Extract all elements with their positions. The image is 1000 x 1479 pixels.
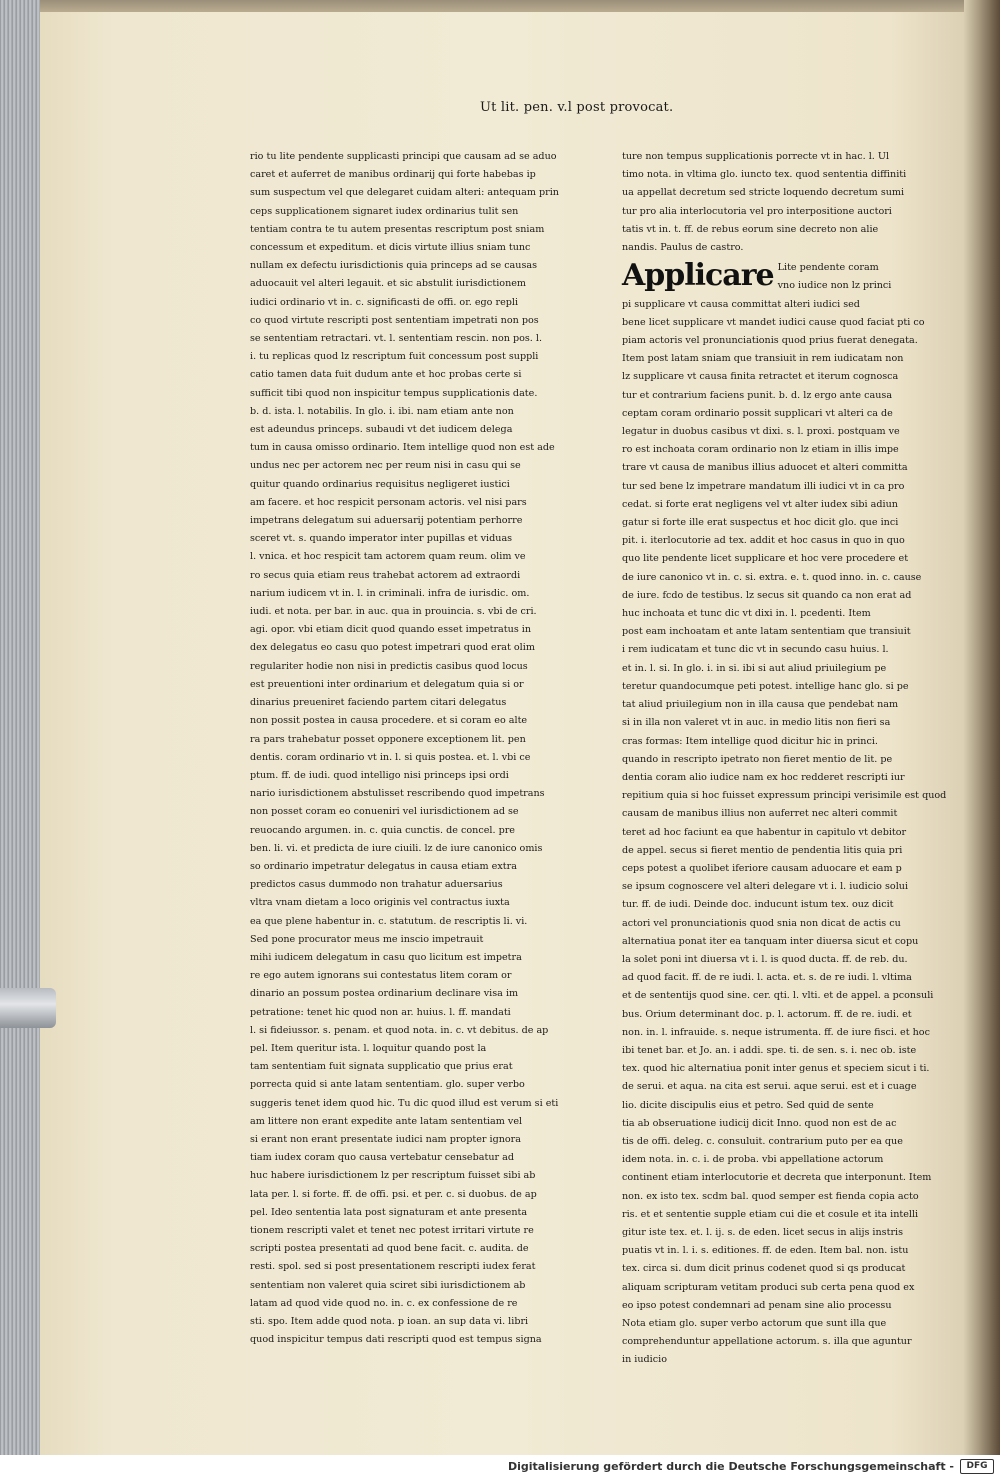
text-line: Nota etiam glo. super verbo actorum que sunt illa que <box>622 1318 887 1329</box>
text-line: tatis vt in. t. ff. de rebus eorum sine decreto non alie <box>622 223 879 235</box>
text-line: de serui. et aqua. na cita est serui. aque serui. est et i cuage <box>622 1081 917 1093</box>
text-line: vno iudice non lz princi <box>777 280 892 292</box>
text-line: ture non tempus supplicationis porrecte vt in hac. l. Ul <box>622 151 890 162</box>
text-line: ceptam coram ordinario possit supplicari vt alteri ca de <box>622 407 893 419</box>
text-line: resti. spol. sed si post presentationem rescripti iudex ferat <box>250 1261 536 1273</box>
text-line: tur et contrarium faciens punit. b. d. lz ergo ante causa <box>622 389 893 401</box>
running-head: Ut lit. pen. v.l post provocat. <box>480 100 674 115</box>
text-line: co quod virtute rescripti post sententiam impetrati non pos <box>250 314 539 326</box>
text-line: et de sententijs quod sine. cer. qti. l. vlti. et de appel. a pconsuli <box>622 990 934 1002</box>
text-line: so ordinario impetratur delegatus in causa etiam extra <box>250 860 517 872</box>
text-line: dentis. coram ordinario vt in. l. si quis postea. et. l. vbi ce <box>250 751 531 763</box>
text-line: iudi. et nota. per bar. in auc. qua in prouincia. s. vbi de cri. <box>250 606 537 618</box>
text-line: sufficit tibi quod non inspicitur tempus supplicationis date. <box>250 387 538 399</box>
text-line: ceps potest a quolibet iferiore causam aduocare et eam p <box>622 862 902 874</box>
text-line: porrecta quid si ante latam sententiam. glo. super verbo <box>250 1079 525 1091</box>
text-line: bene licet supplicare vt mandet iudici cause quod faciat pti co <box>622 316 925 328</box>
book-clip <box>0 988 56 1028</box>
text-line: aduocauit vel alteri legauit. et sic abstulit iurisdictionem <box>250 278 527 290</box>
text-line: catio tamen data fuit dudum ante et hoc probas certe si <box>250 369 522 381</box>
text-line: alternatiua ponat iter ea tanquam inter diuersa sicut et copu <box>622 935 919 947</box>
text-line: et in. l. si. In glo. i. in si. ibi si aut aliud priuilegium pe <box>622 662 887 674</box>
text-line: regulariter hodie non nisi in predictis casibus quod locus <box>250 660 528 672</box>
text-line: tis de offi. deleg. c. consuluit. contrarium puto per ea que <box>622 1135 903 1147</box>
text-line: ad quod facit. ff. de re iudi. l. acta. et. s. de re iudi. l. vltima <box>622 972 912 984</box>
text-line: lio. dicite discipulis eius et petro. Sed quid de sente <box>622 1099 874 1111</box>
text-line: latam ad quod vide quod no. in. c. ex confessione de re <box>250 1297 518 1309</box>
decorated-initial-word: Applicare <box>622 258 774 294</box>
text-line: de iure canonico vt in. c. si. extra. e. t. quod inno. in. c. cause <box>622 571 922 583</box>
text-line: causam de manibus illius non auferret nec alteri commit <box>622 808 898 820</box>
text-line: sceret vt. s. quando imperator inter pupillas et viduas <box>250 533 513 545</box>
text-line: pit. i. iterlocutorie ad tex. addit et hoc casus in quo in quo <box>622 535 905 547</box>
text-line: b. d. ista. l. notabilis. In glo. i. ibi. nam etiam ante non <box>250 405 514 417</box>
text-line: eo ipso potest condemnari ad penam sine alio processu <box>622 1299 892 1311</box>
text-line: pel. Ideo sententia lata post signaturam et ante presenta <box>250 1206 528 1218</box>
text-line: tur pro alia interlocutoria vel pro interpositione auctori <box>622 205 892 217</box>
text-line: timo nota. in vltima glo. iuncto tex. quod sententia diffiniti <box>622 169 907 181</box>
text-line: nario iurisdictionem abstulisset rescribendo quod impetrans <box>250 788 545 800</box>
text-line: ea que plene habentur in. c. statutum. de rescriptis li. vi. <box>250 915 528 927</box>
text-line: non posset coram eo conueniri vel iurisdictionem ad se <box>250 806 519 818</box>
text-line: impetrans delegatum sui aduersarij potentiam perhorre <box>250 515 523 527</box>
dfg-logo: DFG <box>960 1459 994 1474</box>
text-line: dentia coram alio iudice nam ex hoc redderet rescripti iur <box>622 771 905 783</box>
text-line: puatis vt in. l. i. s. editiones. ff. de eden. Item bal. non. istu <box>622 1245 909 1257</box>
text-line: est adeundus princeps. subaudi vt det iudicem delega <box>250 424 513 436</box>
text-line: quitur quando ordinarius requisitus negligeret iustici <box>250 478 510 490</box>
text-line: idem nota. in. c. i. de proba. vbi appellatione actorum <box>622 1154 884 1166</box>
text-line: est preuentioni inter ordinarium et delegatum quia si or <box>250 678 524 690</box>
text-line: tat aliud priuilegium non in illa causa que pendebat nam <box>622 699 899 711</box>
text-line: cedat. si forte erat negligens vel vt alter iudex sibi adiun <box>622 498 898 510</box>
text-line: continent etiam interlocutorie et decreta que interponunt. Item <box>622 1172 932 1184</box>
right-page-edge <box>964 0 1000 1455</box>
text-line: tex. quod hic alternatiua ponit inter genus et speciem sicut i ti. <box>622 1063 930 1075</box>
text-line: tiam iudex coram quo causa vertebatur censebatur ad <box>250 1152 514 1164</box>
text-line: repitium quia si hoc fuisset expressum principi verisimile est quod <box>622 790 947 802</box>
text-line: dinario an possum postea ordinarium declinare visa im <box>250 988 519 1000</box>
text-line: ben. li. vi. et predicta de iure ciuili. lz de iure canonico omis <box>250 842 543 854</box>
text-line: legatur in duobus casibus vt dixi. s. l. proxi. postquam ve <box>622 426 900 438</box>
left-page-stack <box>0 0 40 1455</box>
text-line: la solet poni int diuersa vt i. l. is quod ducta. ff. de reb. du. <box>622 953 908 965</box>
text-line: narium iudicem vt in. l. in criminali. infra de iurisdic. om. <box>250 587 530 599</box>
text-line: teretur quandocumque peti potest. intellige hanc glo. si pe <box>622 680 909 692</box>
text-line: cras formas: Item intellige quod dicitur hic in princi. <box>622 735 878 747</box>
text-line: ro secus quia etiam reus trahebat actorem ad extraordi <box>250 569 521 581</box>
text-line: reuocando argumen. in. c. quia cunctis. de concel. pre <box>250 824 515 836</box>
text-line: predictos casus dummodo non trahatur aduersarius <box>250 879 503 891</box>
text-line: sententiam non valeret quia sciret sibi iurisdictionem ab <box>250 1279 526 1291</box>
text-line: rio tu lite pendente supplicasti principi que causam ad se aduo <box>250 151 557 162</box>
text-line: huc habere iurisdictionem lz per rescriptum fuisset sibi ab <box>250 1170 536 1182</box>
section-initial-block <box>622 259 917 295</box>
text-line: de appel. secus si fieret mentio de pendentia litis quia pri <box>622 844 903 856</box>
text-line: tex. circa si. dum dicit prinus codenet quod si qs producat <box>622 1263 906 1275</box>
text-line: quod inspicitur tempus dati rescripti quod est tempus signa <box>250 1334 542 1346</box>
text-line: scripti postea presentati ad quod bene facit. c. audita. de <box>250 1243 529 1255</box>
text-line: tionem rescripti valet et tenet nec potest irritari virtute re <box>250 1224 534 1236</box>
text-line: l. si fideiussor. s. penam. et quod nota. in. c. vt debitus. de ap <box>250 1024 549 1036</box>
text-line: in iudicio <box>622 1354 667 1366</box>
text-line: tum in causa omisso ordinario. Item intellige quod non est ade <box>250 442 555 454</box>
text-line: bus. Orium determinant doc. p. l. actorum. ff. de re. iudi. et <box>622 1008 912 1020</box>
text-line: tam sententiam fuit signata supplicatio que prius erat <box>250 1061 513 1073</box>
text-line: pi supplicare vt causa committat alteri iudici sed <box>622 298 860 310</box>
text-line: aliquam scripturam vetitam produci sub certa pena quod ex <box>622 1281 915 1293</box>
text-line: petratione: tenet hic quod non ar. huius. l. ff. mandati <box>250 1006 511 1018</box>
text-line: ptum. ff. de iudi. quod intelligo nisi princeps ipsi ordi <box>250 769 509 781</box>
left-text-column <box>250 148 559 1348</box>
text-line: agi. opor. vbi etiam dicit quod quando esset impetratus in <box>250 624 532 636</box>
text-line: am facere. et hoc respicit personam actoris. vel nisi pars <box>250 496 527 508</box>
text-line: non possit postea in causa procedere. et si coram eo alte <box>250 715 528 727</box>
text-line: non. ex isto tex. scdm bal. quod semper est fienda copia acto <box>622 1190 919 1202</box>
text-line: re ego autem ignorans sui contestatus litem coram or <box>250 970 512 982</box>
text-line: non. in. l. infrauide. s. neque istrumenta. ff. de iure fisci. et hoc <box>622 1026 930 1038</box>
text-line: Sed pone procurator meus me inscio impetrauit <box>250 933 484 945</box>
text-line: se sententiam retractari. vt. l. sententiam rescin. non pos. l. <box>250 333 543 345</box>
footer-credit: Digitalisierung gefördert durch die Deutsche Forschungsgemeinschaft - <box>507 1460 954 1473</box>
text-line: tur. ff. de iudi. Deinde doc. inducunt istum tex. ouz dicit <box>622 899 894 911</box>
text-line: si in illa non valeret vt in auc. in medio litis non fieri sa <box>622 717 891 729</box>
text-line: mihi iudicem delegatum in casu quo licitum est impetra <box>250 951 522 963</box>
text-line: lz supplicare vt causa finita retractet et iterum cognosca <box>622 371 899 383</box>
text-line: trare vt causa de manibus illius aduocet et alteri committa <box>622 462 908 474</box>
text-line: Lite pendente coram <box>777 262 879 274</box>
text-line: i. tu replicas quod lz rescriptum fuit concessum post suppli <box>250 351 539 363</box>
right-column-body <box>622 296 947 1370</box>
text-line: quando in rescripto ipetrato non fieret mentio de lit. pe <box>622 753 893 765</box>
text-line: ceps supplicationem signaret iudex ordinarius tulit sen <box>250 205 519 217</box>
right-column-opening <box>622 148 917 257</box>
text-line: concessum et expeditum. et dicis virtute illius sniam tunc <box>250 242 531 254</box>
text-line: ro est inchoata coram ordinario non lz etiam in illis impe <box>622 444 899 456</box>
initial-side-lines <box>778 259 892 295</box>
text-line: actori vel pronunciationis quod snia non dicat de actis cu <box>622 917 901 929</box>
text-line: comprehenduntur appellatione actorum. s. illa que aguntur <box>622 1336 912 1348</box>
footer-bar <box>0 1455 1000 1479</box>
text-line: suggeris tenet idem quod hic. Tu dic quod illud est verum si eti <box>250 1097 559 1109</box>
text-line: lata per. l. si forte. ff. de offi. psi. et per. c. si duobus. de ap <box>250 1188 537 1200</box>
text-line: iudici ordinario vt in. c. significasti de offi. or. ego repli <box>250 296 519 308</box>
text-line: gatur si forte ille erat suspectus et hoc dicit glo. que inci <box>622 517 899 529</box>
text-line: teret ad hoc faciunt ea que habentur in capitulo vt debitor <box>622 826 907 838</box>
text-line: dinarius preueniret faciendo partem citari delegatus <box>250 697 507 709</box>
text-line: nandis. Paulus de castro. <box>622 242 744 254</box>
text-line: am littere non erant expedite ante latam sententiam vel <box>250 1115 523 1127</box>
text-line: se ipsum cognoscere vel alteri delegare vt i. l. iudicio solui <box>622 881 909 893</box>
text-line: l. vnica. et hoc respicit tam actorem quam reum. olim ve <box>250 551 526 563</box>
text-line: sum suspectum vel que delegaret cuidam alteri: antequam prin <box>250 187 559 199</box>
text-line: ris. et et sententie supple etiam cui die et cosule et ita intelli <box>622 1208 919 1220</box>
text-line: de iure. fcdo de testibus. lz secus sit quando ca non erat ad <box>622 589 912 601</box>
text-line: Item post latam sniam que transiuit in rem iudicatam non <box>622 353 904 365</box>
text-line: gitur iste tex. et. l. ij. s. de eden. licet secus in alijs instris <box>622 1226 904 1238</box>
text-line: caret et auferret de manibus ordinarij qui forte habebas ip <box>250 169 536 181</box>
text-line: sti. spo. Item adde quod nota. p ioan. an sup data vi. libri <box>250 1316 529 1327</box>
text-line: si erant non erant presentate iudici nam propter ignora <box>250 1133 521 1145</box>
text-line: quo lite pendente licet supplicare et hoc vere procedere et <box>622 553 909 565</box>
text-line: dex delegatus eo casu quo potest impetrari quod erat olim <box>250 642 535 654</box>
text-line: ua appellat decretum sed stricte loquendo decretum sumi <box>622 187 905 199</box>
text-line: tentiam contra te tu autem presentas rescriptum post sniam <box>250 223 545 235</box>
text-line: ibi tenet bar. et Jo. an. i addi. spe. ti. de sen. s. i. nec ob. iste <box>622 1044 917 1056</box>
text-line: tur sed bene lz impetrare mandatum illi iudici vt in ca pro <box>622 480 905 492</box>
text-line: ra pars trahebatur posset opponere exceptionem lit. pen <box>250 733 526 745</box>
right-text-column <box>622 148 947 1366</box>
text-line: i rem iudicatam et tunc dic vt in secundo casu huius. l. <box>622 644 889 656</box>
text-line: piam actoris vel pronunciationis quod prius fuerat denegata. <box>622 335 918 347</box>
text-line: tia ab obseruatione iudicij dicit Inno. quod non est de ac <box>622 1117 897 1129</box>
text-line: post eam inchoatam et ante latam sententiam que transiuit <box>622 626 911 638</box>
text-line: vltra vnam dietam a loco originis vel contractus iuxta <box>250 897 510 909</box>
text-line: nullam ex defectu iurisdictionis quia princeps ad se causas <box>250 260 538 272</box>
text-line: huc inchoata et tunc dic vt dixi in. l. pcedenti. Item <box>622 608 871 620</box>
text-line: pel. Item queritur ista. l. loquitur quando post la <box>250 1042 487 1054</box>
text-line: undus nec per actorem nec per reum nisi in casu qui se <box>250 460 521 472</box>
